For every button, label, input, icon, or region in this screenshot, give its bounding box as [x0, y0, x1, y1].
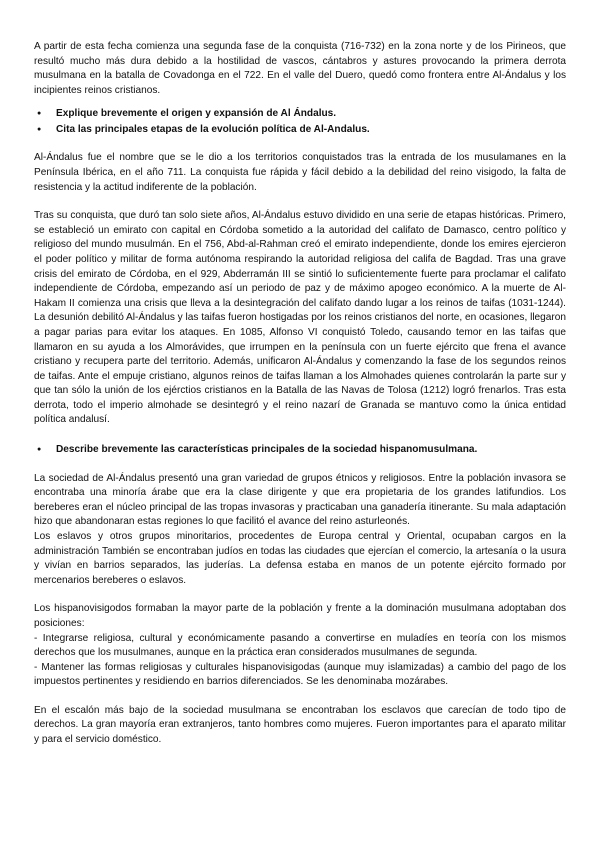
hispano-option-2: - Mantener las formas religiosas y culturales hispanovisigodas (aunque muy islamizadas) a cambio del pago de los impuestos pertinentes y residiendo en barrios diferenciados. Se les denominaba mozárabes. [34, 661, 566, 688]
hispano-option-1: - Integrarse religiosa, cultural y económicamente pasando a convertirse en muladíes en teoría con los mismos derechos que los musulmanes, aunque en la práctica eran considerados musulmanes de segunda. [34, 632, 566, 659]
question-origin-expansion: ● Explique brevemente el origen y expansión de Al Ándalus. [56, 106, 566, 122]
question-list-1 [34, 106, 566, 137]
society-paragraph: La sociedad de Al-Ándalus presentó una gran variedad de grupos étnicos y religiosos. Entre la población invasora se encontraba una minoría árabe que era la clase dirigente y que era propietaria de los grandes latifundios. Los bereberes eran el núcleo principal de las tropas invasoras y practicaban una ganadería itinerante. Su mala adaptación hizo que abandonaran estas regiones lo que facilitó el avance del reino asturleonés. [34, 472, 566, 528]
question-list-2 [34, 442, 566, 458]
minorities-paragraph: Los eslavos y otros grupos minoritarios, procedentes de Europa central y Oriental, ocupaban cargos en la administración También se encontraban judíos en todas las ciudades que ejercían el comercio, la artesanía o la usura y vivían en barrios separados, las juderías. La defensa estaba en manos de un potente ejército formado por mercenarios bereberes o eslavos. [34, 530, 566, 586]
hispano-intro-paragraph: Los hispanovisigodos formaban la mayor parte de la población y frente a la dominación musulmana adoptaban dos posiciones: [34, 603, 566, 629]
question-political-stages: ● Cita las principales etapas de la evolución política de Al-Andalus. [56, 122, 566, 138]
intro-paragraph: A partir de esta fecha comienza una segunda fase de la conquista (716-732) en la zona norte y de los Pirineos, que resultó mucho más dura debido a la hostilidad de vascos, cántabros y astures provocando la primera derrota musulmana en la batalla de Covadonga en el 722. En el valle del Duero, quedó como frontera entre Al-Ándalus y los incipientes reinos cristianos. [34, 41, 566, 96]
origin-paragraph: Al-Ándalus fue el nombre que se le dio a los territorios conquistados tras la entrada de los musulamanes en la Península Ibérica, en el año 711. La conquista fue rápida y fácil debido a la debilidad del reino visigodo, la falta de resistencia y la actitud indiferente de la población. [34, 152, 566, 193]
stages-paragraph: Tras su conquista, que duró tan solo siete años, Al-Ándalus estuvo dividido en una serie de etapas históricas. Primero, se estableció un emirato con capital en Córdoba sometido a la autoridad del califato de Damasco, centro político y religioso del mundo musulmán. En el 756, Abd-al-Rahman creó el emirato independiente, donde los emires ejercieron el poder político y militar de forma autónoma respirando la autoridad religiosa del califa de Bagdad. Tras una grave crisis del emirato de Córdoba, en el 929, Abderramán III se sintió lo suficientemente fuerte para proclamar el califato independiente de Córdoba, empezando así un periodo de paz y de máximo apogeo económico. A la muerte de Al-Hakam II comienza una crisis que lleva a la desintegración del califato dando lugar a los reinos de taifas (1031-1244). La desunión debilitó Al-Ándalus y las taifas fueron hostigadas por los reinos cristianos del norte, en ocasiones, llegaron a pagar parias para evitar los ataques. En 1085, Alfonso VI conquistó Toledo, causando temor en las taifas que llamaron en su ayuda a los Almorávides, que irrumpen en la península con un fuerte ejército que frena el avance cristiano y recupera parte del territorio. Además, unificaron Al-Ándalus y comenzando la fase de los segundos reinos de taifas. Ante el empuje cristiano, algunos reinos de taifas llaman a los Almohades quienes controlarán la parte sur y que tan sólo la unión de los ejérctios cristianos en la Batalla de las Navas de Tolosa (1212) logró frenarlos. Tras esta derrota, todo el imperio almohade se desintegró y el reino nazarí de Granada se mantuvo como la única entidad política andalusí. [34, 210, 566, 426]
slaves-paragraph: En el escalón más bajo de la sociedad musulmana se encontraban los esclavos que carecían de todo tipo de derechos. La gran mayoría eran extranjeros, tanto hombres como mujeres. Fueron importantes para el aparato militar y para el servicio doméstico. [34, 704, 566, 746]
question-society: ● Describe brevemente las características principales de la sociedad hispanomusulmana. [56, 442, 566, 458]
